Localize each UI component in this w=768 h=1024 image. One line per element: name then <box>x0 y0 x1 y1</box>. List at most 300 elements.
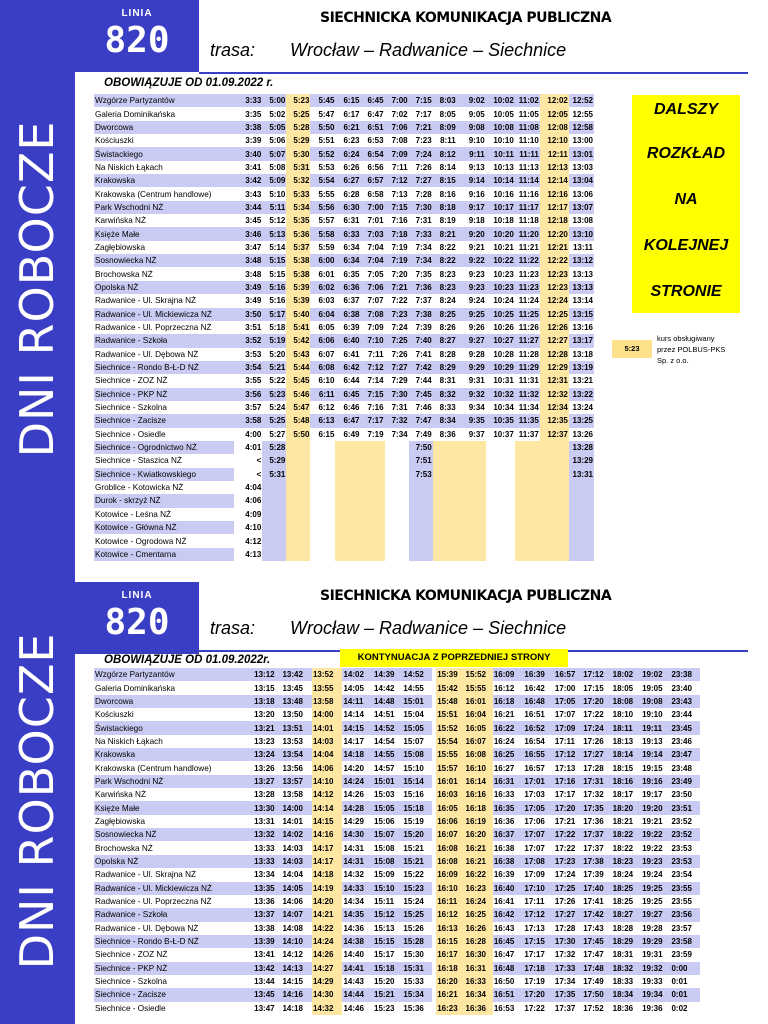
departure-time: 17:45 <box>582 935 611 948</box>
departure-time: 17:09 <box>554 721 582 734</box>
departure-time: 6:54 <box>361 147 385 160</box>
table-row <box>94 334 594 347</box>
departure-time: 14:52 <box>373 721 402 734</box>
departure-time: 5:14 <box>262 241 286 254</box>
departure-time: 7:21 <box>385 281 409 294</box>
departure-time: 13:11 <box>569 241 594 254</box>
departure-time: 14:06 <box>312 761 343 774</box>
departure-time: 9:23 <box>457 267 486 280</box>
departure-time: 10:23 <box>486 281 515 294</box>
departure-time: 14:46 <box>342 1002 373 1015</box>
valid-from: OBOWIĄZUJE OD 01.09.2022r. <box>104 654 271 666</box>
departure-time: 16:08 <box>436 841 464 854</box>
departure-time: 14:18 <box>281 1002 312 1015</box>
departure-time: 11:16 <box>515 187 540 200</box>
stop-name: Siechnice - PKP NŻ <box>94 388 234 401</box>
departure-time: 14:16 <box>281 988 312 1001</box>
departure-time: 16:31 <box>465 962 493 975</box>
departure-time: 7:20 <box>385 267 409 280</box>
departure-time <box>385 481 409 494</box>
departure-time <box>385 441 409 454</box>
departure-time <box>569 548 594 561</box>
departure-time: 6:23 <box>335 134 360 147</box>
departure-time: 7:21 <box>409 121 433 134</box>
stop-name: Księże Małe <box>94 801 253 814</box>
departure-time: 17:21 <box>554 815 582 828</box>
table-row <box>94 187 594 200</box>
departure-time: 7:37 <box>409 294 433 307</box>
table-row <box>94 107 594 120</box>
departure-time: 7:41 <box>409 348 433 361</box>
departure-time: 6:35 <box>335 267 360 280</box>
departure-time: 12:13 <box>540 161 569 174</box>
departure-time: 15:28 <box>402 935 431 948</box>
departure-time: 16:25 <box>465 908 493 921</box>
departure-time: 16:18 <box>493 695 524 708</box>
departure-time: 13:04 <box>569 174 594 187</box>
departure-time: 11:37 <box>515 428 540 441</box>
departure-time: 16:16 <box>465 788 493 801</box>
departure-time: 16:38 <box>493 855 524 868</box>
departure-time: 18:10 <box>612 708 641 721</box>
stop-name: Świstackiego <box>94 147 234 160</box>
departure-time: 14:03 <box>281 855 312 868</box>
departure-time <box>457 494 486 507</box>
departure-time <box>433 534 457 547</box>
departure-time: 11:23 <box>515 267 540 280</box>
departure-time: 14:39 <box>373 668 402 681</box>
departure-time: 12:22 <box>540 254 569 267</box>
departure-time <box>335 494 360 507</box>
departure-time: 19:22 <box>641 841 670 854</box>
stop-name: Radwanice - Ul. Mickiewicza NŻ <box>94 308 234 321</box>
table-row <box>94 775 700 788</box>
departure-time <box>385 494 409 507</box>
departure-time <box>540 454 569 467</box>
departure-time <box>310 468 335 481</box>
departure-time: 14:00 <box>281 801 312 814</box>
departure-time: 16:33 <box>493 788 524 801</box>
table-row <box>94 1002 700 1015</box>
departure-time: 18:22 <box>612 841 641 854</box>
departure-time: 13:18 <box>253 695 281 708</box>
departure-time: 18:16 <box>612 775 641 788</box>
stop-name: Na Niskich Łąkach <box>94 735 253 748</box>
departure-time: 4:13 <box>234 548 262 561</box>
stop-name: Brochowska NŻ <box>94 267 234 280</box>
departure-time: 8:22 <box>433 254 457 267</box>
departure-time: 14:12 <box>312 788 343 801</box>
table-row <box>94 868 700 881</box>
departure-time: 8:12 <box>433 147 457 160</box>
departure-time: 17:23 <box>554 855 582 868</box>
stop-name: Siechnice - ZOZ NŻ <box>94 374 234 387</box>
departure-time: 14:54 <box>373 735 402 748</box>
departure-time: 13:08 <box>569 214 594 227</box>
departure-time: 19:10 <box>641 708 670 721</box>
departure-time: 5:25 <box>262 414 286 427</box>
departure-time: 6:01 <box>310 267 335 280</box>
departure-time: 23:52 <box>670 815 700 828</box>
departure-time <box>486 481 515 494</box>
departure-time: 14:04 <box>312 748 343 761</box>
table-row <box>94 988 700 1001</box>
departure-time <box>385 468 409 481</box>
departure-time: 3:40 <box>234 147 262 160</box>
departure-time: 5:46 <box>286 388 310 401</box>
table-row <box>94 494 594 507</box>
departure-time: 5:39 <box>286 281 310 294</box>
departure-time: 7:25 <box>385 334 409 347</box>
departure-time: 18:21 <box>612 815 641 828</box>
stop-name: Krakowska <box>94 748 253 761</box>
departure-time: 5:21 <box>262 361 286 374</box>
departure-time: 5:12 <box>262 214 286 227</box>
stop-name: Brochowska NŻ <box>94 841 253 854</box>
departure-time: 14:48 <box>373 695 402 708</box>
header-divider <box>199 72 748 74</box>
departure-time <box>361 548 385 561</box>
departure-time: 7:09 <box>361 321 385 334</box>
departure-time: 13:12 <box>253 668 281 681</box>
departure-time: 14:20 <box>342 761 373 774</box>
departure-time: 19:11 <box>641 721 670 734</box>
legend-text <box>657 333 725 366</box>
departure-time: 7:30 <box>385 388 409 401</box>
departure-time: 16:01 <box>465 695 493 708</box>
departure-time: 13:21 <box>569 374 594 387</box>
departure-time: 15:18 <box>402 801 431 814</box>
departure-time: 5:36 <box>286 227 310 240</box>
departure-time: 6:37 <box>335 294 360 307</box>
departure-time: 5:38 <box>286 254 310 267</box>
departure-time: 6:02 <box>310 281 335 294</box>
departure-time: 3:38 <box>234 121 262 134</box>
stop-name: Radwanice - Ul. Poprzeczna NŻ <box>94 321 234 334</box>
departure-time: 23:40 <box>670 681 700 694</box>
departure-time: 15:17 <box>373 948 402 961</box>
departure-time: 14:18 <box>312 868 343 881</box>
departure-time: 5:47 <box>286 401 310 414</box>
departure-time: 5:30 <box>286 147 310 160</box>
departure-time <box>286 481 310 494</box>
departure-time: 13:03 <box>569 161 594 174</box>
departure-time: 6:38 <box>335 308 360 321</box>
stop-name: Radwanice - Ul. Skrajna NŻ <box>94 868 253 881</box>
departure-time: 12:35 <box>540 414 569 427</box>
departure-time: 10:31 <box>486 374 515 387</box>
departure-time <box>569 521 594 534</box>
table-row <box>94 681 700 694</box>
departure-time: 16:42 <box>493 908 524 921</box>
departure-time: 5:02 <box>262 107 286 120</box>
departure-time: 13:58 <box>312 695 343 708</box>
departure-time: 6:10 <box>310 374 335 387</box>
departure-time: 8:11 <box>433 134 457 147</box>
departure-time: 16:28 <box>465 935 493 948</box>
departure-time: 23:59 <box>670 948 700 961</box>
departure-time: 13:50 <box>281 708 312 721</box>
departure-time <box>335 441 360 454</box>
departure-time: 7:35 <box>409 267 433 280</box>
departure-time <box>262 534 286 547</box>
stop-name: Krakowska (Centrum handlowe) <box>94 187 234 200</box>
departure-time: 17:15 <box>523 935 554 948</box>
departure-time: 15:21 <box>402 855 431 868</box>
departure-time <box>385 534 409 547</box>
departure-time: 7:00 <box>361 201 385 214</box>
departure-time <box>361 441 385 454</box>
departure-time: 19:21 <box>641 815 670 828</box>
departure-time: 6:46 <box>335 401 360 414</box>
departure-time: 13:56 <box>281 761 312 774</box>
departure-time: 7:44 <box>409 374 433 387</box>
departure-time: 17:43 <box>582 922 611 935</box>
stop-name: Sosnowiecka NŻ <box>94 828 253 841</box>
departure-time: 11:29 <box>515 361 540 374</box>
departure-time: 16:08 <box>465 748 493 761</box>
departure-time <box>310 481 335 494</box>
departure-time: 15:05 <box>402 721 431 734</box>
departure-time: 8:36 <box>433 428 457 441</box>
departure-time: 0:01 <box>670 975 700 988</box>
departure-time: 11:02 <box>515 94 540 107</box>
departure-time: 8:16 <box>433 187 457 200</box>
departure-time <box>540 441 569 454</box>
departure-time: 14:38 <box>342 935 373 948</box>
departure-time <box>409 548 433 561</box>
departure-time: 7:32 <box>385 414 409 427</box>
departure-time: 18:31 <box>612 948 641 961</box>
departure-time: 19:29 <box>641 935 670 948</box>
departure-time: 14:19 <box>312 882 343 895</box>
departure-time: 3:48 <box>234 254 262 267</box>
departure-time: 18:28 <box>612 922 641 935</box>
route-label: trasa: <box>210 618 256 638</box>
departure-time: 16:20 <box>436 975 464 988</box>
departure-time: 13:39 <box>253 935 281 948</box>
departure-time: 18:02 <box>612 668 641 681</box>
departure-time: 6:49 <box>335 428 360 441</box>
departure-time: 23:43 <box>670 695 700 708</box>
departure-time <box>262 521 286 534</box>
departure-time: 14:28 <box>342 801 373 814</box>
departure-time: 15:20 <box>373 975 402 988</box>
departure-time: 17:36 <box>582 815 611 828</box>
departure-time <box>486 534 515 547</box>
departure-time: 16:03 <box>436 788 464 801</box>
departure-time: 14:26 <box>312 948 343 961</box>
departure-time: 8:09 <box>433 121 457 134</box>
departure-time: 6:44 <box>335 374 360 387</box>
departure-time <box>335 481 360 494</box>
departure-time: 13:13 <box>569 281 594 294</box>
departure-time: 7:34 <box>409 254 433 267</box>
departure-time <box>286 548 310 561</box>
departure-time: 9:23 <box>457 281 486 294</box>
departure-time: 19:17 <box>641 788 670 801</box>
departure-time: 9:16 <box>457 187 486 200</box>
departure-time: 17:40 <box>582 882 611 895</box>
departure-time: 3:49 <box>234 294 262 307</box>
departure-time: 15:21 <box>402 841 431 854</box>
stop-name: Siechnice - Ogrodnictwo NŻ <box>94 441 234 454</box>
departure-time: 12:08 <box>540 121 569 134</box>
route-label: trasa: <box>210 40 256 60</box>
departure-time: 15:51 <box>436 708 464 721</box>
departure-time: 13:45 <box>253 988 281 1001</box>
departure-time: 7:42 <box>409 361 433 374</box>
departure-time: 7:12 <box>361 361 385 374</box>
departure-time: 15:01 <box>373 775 402 788</box>
departure-time: 16:50 <box>493 975 524 988</box>
departure-time: 9:34 <box>457 401 486 414</box>
departure-time: 16:21 <box>493 708 524 721</box>
departure-time <box>385 508 409 521</box>
departure-time <box>361 534 385 547</box>
departure-time: 14:29 <box>312 975 343 988</box>
departure-time: 11:35 <box>515 414 540 427</box>
departure-time: 7:16 <box>385 214 409 227</box>
stop-name: Siechnice - ZOZ NŻ <box>94 948 253 961</box>
stop-name: Świstackiego <box>94 721 253 734</box>
departure-time: 16:33 <box>465 975 493 988</box>
departure-time: 17:13 <box>554 761 582 774</box>
departure-time: 17:07 <box>523 828 554 841</box>
departure-time: 15:34 <box>402 988 431 1001</box>
departure-time: 8:15 <box>433 174 457 187</box>
valid-from: OBOWIĄZUJE OD 01.09.2022 r. <box>104 77 274 89</box>
departure-time: 15:19 <box>402 815 431 828</box>
departure-time: 8:29 <box>433 361 457 374</box>
departure-time: 7:26 <box>409 161 433 174</box>
departure-time: 7:14 <box>361 374 385 387</box>
departure-time: 10:13 <box>486 161 515 174</box>
stop-name: Siechnice - PKP NŻ <box>94 962 253 975</box>
departure-time: 9:21 <box>457 241 486 254</box>
departure-time: 8:05 <box>433 107 457 120</box>
side-label: DNI ROBOCZE <box>10 632 64 970</box>
departure-time <box>457 508 486 521</box>
departure-time: 15:20 <box>402 828 431 841</box>
departure-time: 10:16 <box>486 187 515 200</box>
departure-time <box>540 508 569 521</box>
departure-time: 15:48 <box>436 695 464 708</box>
departure-time: 17:05 <box>523 801 554 814</box>
departure-time: 9:13 <box>457 161 486 174</box>
departure-time <box>540 468 569 481</box>
departure-time: 23:46 <box>670 735 700 748</box>
departure-time <box>385 521 409 534</box>
departure-time: 15:08 <box>373 841 402 854</box>
departure-time: 14:03 <box>312 735 343 748</box>
departure-time: 11:24 <box>515 294 540 307</box>
timetable-page-2 <box>0 578 768 1024</box>
departure-time <box>409 481 433 494</box>
departure-time: 7:36 <box>409 281 433 294</box>
departure-time: 16:24 <box>493 735 524 748</box>
departure-time: 18:15 <box>612 761 641 774</box>
departure-time: 16:24 <box>465 895 493 908</box>
departure-time: 6:26 <box>335 161 360 174</box>
departure-time: 7:53 <box>409 468 433 481</box>
departure-time: 17:27 <box>582 748 611 761</box>
departure-time: 16:47 <box>493 948 524 961</box>
departure-time: 18:11 <box>612 721 641 734</box>
departure-time: 5:57 <box>310 214 335 227</box>
departure-time: 13:44 <box>253 975 281 988</box>
departure-time: 10:28 <box>486 348 515 361</box>
departure-time: 14:02 <box>342 668 373 681</box>
departure-time: 11:14 <box>515 174 540 187</box>
stop-name: Siechnice - Szkolna <box>94 975 253 988</box>
departure-time: 9:28 <box>457 348 486 361</box>
departure-time: 17:32 <box>582 788 611 801</box>
departure-time: 3:52 <box>234 334 262 347</box>
departure-time: 12:32 <box>540 388 569 401</box>
departure-time: 17:37 <box>554 1002 582 1015</box>
departure-time: 13:54 <box>281 748 312 761</box>
departure-time: 17:22 <box>582 708 611 721</box>
departure-time: 7:34 <box>385 428 409 441</box>
departure-time: 19:08 <box>641 695 670 708</box>
departure-time: 5:37 <box>286 241 310 254</box>
departure-time: 15:10 <box>402 761 431 774</box>
departure-time: 19:23 <box>641 855 670 868</box>
departure-time: 12:58 <box>569 121 594 134</box>
departure-time: 15:01 <box>402 695 431 708</box>
departure-time: 14:05 <box>342 681 373 694</box>
departure-time: 6:00 <box>310 254 335 267</box>
departure-time: 16:34 <box>465 988 493 1001</box>
departure-time <box>433 454 457 467</box>
departure-time: 15:22 <box>402 868 431 881</box>
departure-time: 13:06 <box>569 187 594 200</box>
departure-time: 7:10 <box>361 334 385 347</box>
departure-time: 15:52 <box>465 668 493 681</box>
departure-time: 4:12 <box>234 534 262 547</box>
departure-time: 8:03 <box>433 94 457 107</box>
departure-time: 14:05 <box>281 882 312 895</box>
departure-time <box>385 454 409 467</box>
departure-time: 14:15 <box>312 815 343 828</box>
departure-time <box>361 521 385 534</box>
departure-time: 6:06 <box>310 334 335 347</box>
departure-time <box>361 468 385 481</box>
departure-time: 7:01 <box>361 214 385 227</box>
departure-time: 19:25 <box>641 882 670 895</box>
table-row <box>94 401 594 414</box>
stop-name: Wzgórze Partyzantów <box>94 94 234 107</box>
departure-time: 17:10 <box>523 882 554 895</box>
departure-time: 3:57 <box>234 401 262 414</box>
departure-time <box>409 494 433 507</box>
departure-time: 23:50 <box>670 788 700 801</box>
departure-time <box>515 508 540 521</box>
departure-time: 3:42 <box>234 174 262 187</box>
departure-time: 12:11 <box>540 147 569 160</box>
departure-time <box>361 481 385 494</box>
departure-time: 6:33 <box>335 227 360 240</box>
departure-time <box>286 468 310 481</box>
departure-time: 16:36 <box>465 1002 493 1015</box>
departure-time: 23:58 <box>670 935 700 948</box>
departure-time: 16:09 <box>436 868 464 881</box>
departure-time: 5:29 <box>262 454 286 467</box>
departure-time: 15:16 <box>402 788 431 801</box>
departure-time: 5:43 <box>286 348 310 361</box>
departure-time: 16:35 <box>493 801 524 814</box>
